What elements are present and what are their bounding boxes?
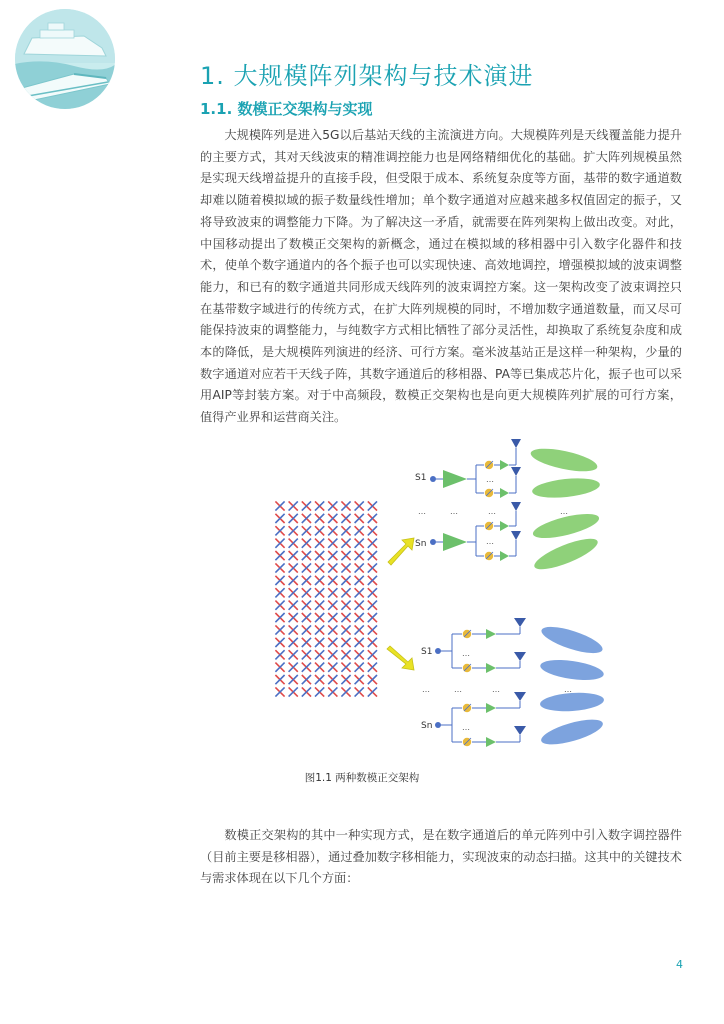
- antenna-element-icon: [302, 663, 311, 672]
- antenna-element-icon: [289, 539, 298, 548]
- antenna-element-icon: [341, 501, 350, 510]
- svg-text:…: …: [462, 723, 470, 732]
- amplifier-icon: [486, 737, 496, 747]
- antenna-element-icon: [355, 526, 364, 535]
- antenna-element-icon: [302, 588, 311, 597]
- antenna-element-icon: [328, 539, 337, 548]
- antenna-element-icon: [315, 563, 324, 572]
- antenna-element-icon: [302, 526, 311, 535]
- antenna-element-icon: [341, 514, 350, 523]
- antenna-element-icon: [328, 576, 337, 585]
- antenna-element-icon: [315, 675, 324, 684]
- antenna-element-icon: [289, 625, 298, 634]
- antenna-element-icon: [341, 563, 350, 572]
- antenna-element-icon: [275, 563, 284, 572]
- antenna-element-icon: [328, 588, 337, 597]
- antenna-element-icon: [355, 563, 364, 572]
- amplifier-icon: [486, 703, 496, 713]
- antenna-element-icon: [289, 675, 298, 684]
- svg-text:…: …: [422, 685, 430, 694]
- antenna-element-icon: [341, 601, 350, 610]
- svg-text:…: …: [488, 507, 496, 516]
- antenna-element-icon: [302, 625, 311, 634]
- bottom-architecture: [421, 618, 605, 749]
- antenna-element-icon: [341, 663, 350, 672]
- body-paragraph-1: 大规模阵列是进入5G以后基站天线的主流演进方向。大规模阵列是天线覆盖能力提升的主要方式，其对天线波束的精准调控能力也是网络精细优化的基础。扩大阵列规模虽然是实现天线增益提升的直接手段，但受限于成本、系统复杂度等方面，基带的数字通道数却难以随着模拟域的振子数量线性增加；单个数字通道对应越来越多权值固定的振子，又将导致波束的调整能力下降。为了解决这一矛盾，就需要在阵列架构上做出改变。对此，中国移动提出了数模正交架构的新概念，通过在模拟域的移相器中引入数字化器件和技术，使单个数字通道内的各个振子也可以实现快速、高效地调控，增强模拟域的波束调整能力，和已有的数字通道共同形成天线阵列的波束调控方案。这一架构改变了波束调控只在基带数字域进行的传统方式，在扩大阵列规模的同时，不增加数字通道数量，而又尽可能保持波束的调整能力，与纯数字方式相比牺牲了部分灵活性，却换取了系统复杂度和成本的降低，是大规模阵列演进的经济、可行方案。毫米波基站正是这样一种架构，少量的数字通道对应若干天线子阵，其数字通道后的移相器、PA等已集成芯片化，振子也可以采用AIP等封装方案。对于中高频段，数模正交架构也是向更大规模阵列扩展的可行方案，值得产业界和运营商关注。: [200, 128, 682, 425]
- antenna-element-icon: [289, 650, 298, 659]
- antenna-element-icon: [368, 675, 377, 684]
- antenna-element-icon: [289, 563, 298, 572]
- antenna-element-icon: [315, 501, 324, 510]
- source-label-s1-bottom: S1: [421, 647, 433, 657]
- antenna-element-icon: [341, 675, 350, 684]
- antenna-element-icon: [328, 663, 337, 672]
- svg-text:…: …: [454, 685, 462, 694]
- antenna-element-icon: [275, 514, 284, 523]
- antenna-element-icon: [328, 514, 337, 523]
- antenna-element-icon: [302, 551, 311, 560]
- antenna-icon: [514, 652, 526, 661]
- antenna-element-icon: [368, 514, 377, 523]
- antenna-element-icon: [315, 601, 324, 610]
- antenna-element-icon: [315, 687, 324, 696]
- antenna-element-icon: [368, 563, 377, 572]
- antenna-element-icon: [315, 650, 324, 659]
- antenna-element-icon: [368, 687, 377, 696]
- beam-icon: [539, 691, 604, 713]
- antenna-icon: [511, 467, 521, 476]
- antenna-element-icon: [289, 576, 298, 585]
- svg-text:…: …: [450, 507, 458, 516]
- antenna-element-icon: [341, 613, 350, 622]
- antenna-element-icon: [275, 551, 284, 560]
- antenna-element-icon: [368, 613, 377, 622]
- antenna-element-icon: [289, 514, 298, 523]
- architecture-figure: [268, 432, 620, 762]
- svg-text:…: …: [486, 475, 494, 484]
- antenna-element-icon: [368, 650, 377, 659]
- antenna-icon: [514, 726, 526, 735]
- amplifier-icon: [486, 663, 496, 673]
- antenna-element-icon: [368, 601, 377, 610]
- antenna-icon: [514, 618, 526, 627]
- beam-icon: [539, 657, 605, 684]
- antenna-element-icon: [302, 539, 311, 548]
- antenna-element-icon: [341, 625, 350, 634]
- antenna-element-icon: [315, 551, 324, 560]
- antenna-element-icon: [275, 601, 284, 610]
- antenna-element-icon: [275, 638, 284, 647]
- logo: [14, 8, 116, 110]
- antenna-element-icon: [355, 625, 364, 634]
- antenna-element-icon: [355, 588, 364, 597]
- antenna-element-icon: [355, 539, 364, 548]
- source-label-sn-bottom: Sn: [421, 721, 433, 731]
- antenna-element-icon: [368, 638, 377, 647]
- antenna-element-icon: [302, 501, 311, 510]
- svg-text:…: …: [462, 649, 470, 658]
- antenna-element-icon: [275, 576, 284, 585]
- beam-icon: [531, 533, 601, 575]
- antenna-element-icon: [328, 675, 337, 684]
- body-paragraph-2: 数模正交架构的其中一种实现方式，是在数字通道后的单元阵列中引入数字调控器件（目前主要是移相器），通过叠加数字移相能力，实现波束的动态扫描。这其中的关键技术与需求体现在以下几个方面：: [200, 828, 682, 886]
- train-ship-logo-icon: [14, 8, 116, 110]
- antenna-element-icon: [368, 551, 377, 560]
- antenna-element-icon: [355, 675, 364, 684]
- antenna-element-icon: [289, 687, 298, 696]
- antenna-icon: [514, 692, 526, 701]
- antenna-element-icon: [341, 687, 350, 696]
- antenna-element-icon: [275, 613, 284, 622]
- beam-icon: [539, 715, 605, 750]
- antenna-element-icon: [328, 563, 337, 572]
- subsection-heading: 1.1. 数模正交架构与实现: [200, 100, 373, 118]
- antenna-icon: [511, 531, 521, 540]
- antenna-element-icon: [355, 576, 364, 585]
- antenna-element-icon: [328, 650, 337, 659]
- page-number: 4: [676, 958, 683, 971]
- antenna-element-icon: [289, 551, 298, 560]
- architecture-diagram: [268, 432, 620, 762]
- source-label-s1-top: S1: [415, 473, 427, 483]
- source-label-sn-top: Sn: [415, 539, 427, 549]
- antenna-element-icon: [315, 613, 324, 622]
- antenna-element-icon: [289, 663, 298, 672]
- antenna-element-icon: [302, 650, 311, 659]
- antenna-element-icon: [289, 501, 298, 510]
- section-heading: 1. 大规模阵列架构与技术演进: [200, 62, 534, 90]
- antenna-element-icon: [328, 638, 337, 647]
- antenna-element-icon: [275, 539, 284, 548]
- antenna-element-icon: [341, 539, 350, 548]
- antenna-element-icon: [328, 551, 337, 560]
- antenna-element-icon: [302, 613, 311, 622]
- amplifier-icon: [486, 629, 496, 639]
- beam-icon: [531, 475, 601, 500]
- antenna-element-icon: [289, 588, 298, 597]
- antenna-element-icon: [355, 601, 364, 610]
- antenna-element-icon: [302, 514, 311, 523]
- antenna-element-icon: [328, 687, 337, 696]
- antenna-element-icon: [368, 576, 377, 585]
- antenna-element-icon: [341, 551, 350, 560]
- antenna-element-icon: [302, 675, 311, 684]
- antenna-element-icon: [355, 551, 364, 560]
- beam-icon: [539, 622, 605, 659]
- svg-text:…: …: [418, 507, 426, 516]
- antenna-element-icon: [315, 526, 324, 535]
- antenna-element-icon: [355, 663, 364, 672]
- antenna-element-icon: [328, 601, 337, 610]
- antenna-array: [275, 501, 377, 696]
- antenna-element-icon: [275, 687, 284, 696]
- antenna-element-icon: [328, 613, 337, 622]
- antenna-element-icon: [302, 638, 311, 647]
- svg-text:…: …: [564, 685, 572, 694]
- antenna-element-icon: [275, 501, 284, 510]
- arrow-up-icon: [388, 538, 414, 565]
- antenna-element-icon: [355, 687, 364, 696]
- antenna-element-icon: [355, 650, 364, 659]
- antenna-element-icon: [328, 501, 337, 510]
- antenna-element-icon: [302, 576, 311, 585]
- antenna-element-icon: [368, 588, 377, 597]
- antenna-icon: [511, 502, 521, 511]
- antenna-element-icon: [289, 613, 298, 622]
- antenna-element-icon: [275, 526, 284, 535]
- antenna-element-icon: [355, 638, 364, 647]
- antenna-element-icon: [341, 650, 350, 659]
- antenna-element-icon: [302, 563, 311, 572]
- antenna-element-icon: [315, 576, 324, 585]
- antenna-element-icon: [355, 501, 364, 510]
- antenna-element-icon: [328, 625, 337, 634]
- beam-icon: [529, 444, 599, 476]
- top-architecture: [415, 439, 601, 575]
- antenna-element-icon: [368, 539, 377, 548]
- antenna-element-icon: [355, 613, 364, 622]
- amplifier-icon: [443, 470, 467, 488]
- antenna-element-icon: [315, 638, 324, 647]
- antenna-element-icon: [289, 526, 298, 535]
- arrow-down-icon: [387, 646, 414, 670]
- antenna-element-icon: [275, 588, 284, 597]
- svg-text:…: …: [560, 507, 568, 516]
- antenna-icon: [511, 439, 521, 448]
- antenna-element-icon: [315, 539, 324, 548]
- antenna-element-icon: [368, 526, 377, 535]
- antenna-element-icon: [289, 601, 298, 610]
- antenna-element-icon: [275, 663, 284, 672]
- antenna-element-icon: [368, 501, 377, 510]
- antenna-element-icon: [341, 576, 350, 585]
- antenna-element-icon: [302, 601, 311, 610]
- antenna-element-icon: [368, 625, 377, 634]
- svg-text:…: …: [486, 537, 494, 546]
- antenna-element-icon: [275, 625, 284, 634]
- antenna-element-icon: [341, 588, 350, 597]
- antenna-element-icon: [328, 526, 337, 535]
- antenna-element-icon: [355, 514, 364, 523]
- figure-caption: 图1.1 两种数模正交架构: [304, 772, 420, 784]
- antenna-element-icon: [275, 675, 284, 684]
- antenna-element-icon: [302, 687, 311, 696]
- antenna-element-icon: [368, 663, 377, 672]
- antenna-element-icon: [341, 526, 350, 535]
- antenna-element-icon: [315, 514, 324, 523]
- amplifier-icon: [443, 533, 467, 551]
- antenna-element-icon: [315, 625, 324, 634]
- svg-text:…: …: [492, 685, 500, 694]
- antenna-element-icon: [315, 588, 324, 597]
- antenna-element-icon: [341, 638, 350, 647]
- antenna-element-icon: [275, 650, 284, 659]
- antenna-element-icon: [315, 663, 324, 672]
- antenna-element-icon: [289, 638, 298, 647]
